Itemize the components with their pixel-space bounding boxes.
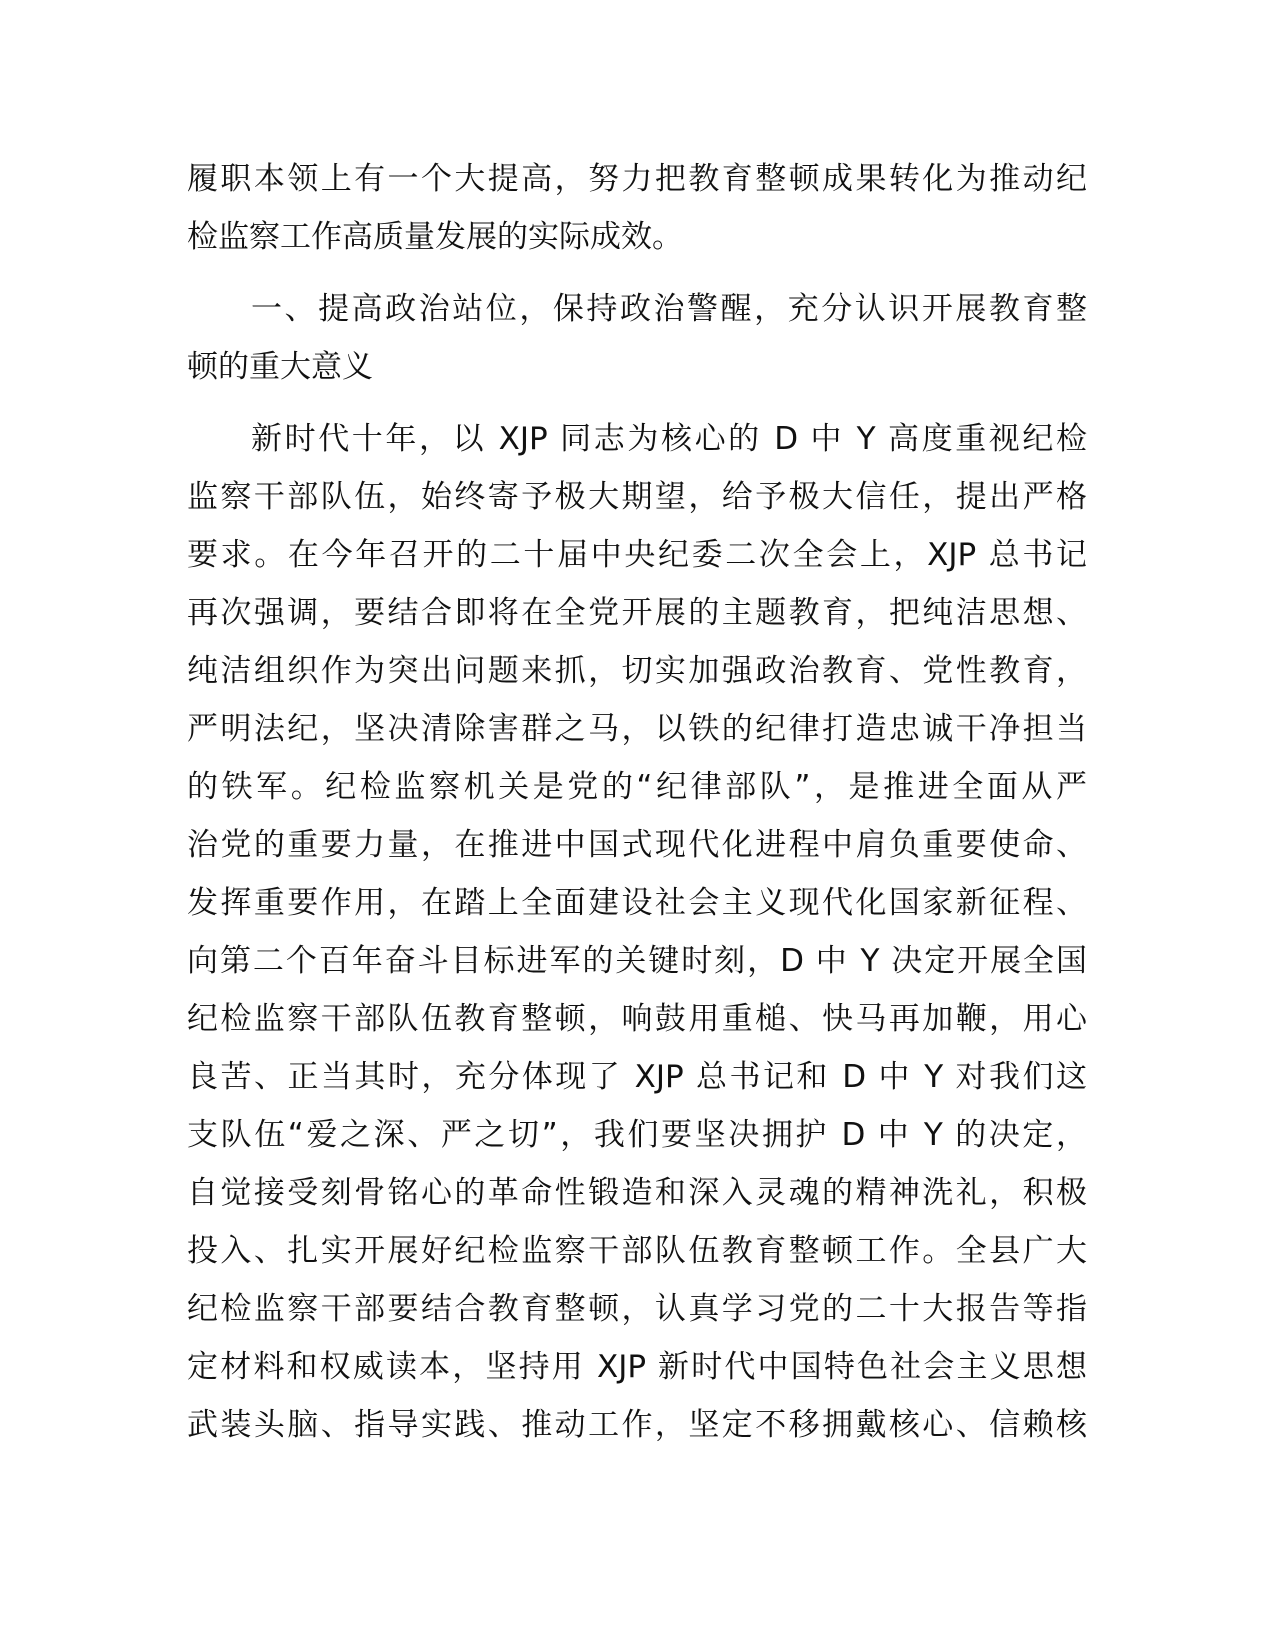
text-line: 向第二个百年奋斗目标进军的关键时刻，D 中 Y 决定开展全国 bbox=[187, 943, 1087, 979]
text-line: 纯洁组织作为突出问题来抓，切实加强政治教育、党性教育， bbox=[187, 653, 1087, 689]
text-line: 发挥重要作用，在踏上全面建设社会主义现代化国家新征程、 bbox=[187, 885, 1087, 921]
text-line: 良苦、正当其时，充分体现了 XJP 总书记和 D 中 Y 对我们这 bbox=[187, 1059, 1087, 1095]
text-line: 治党的重要力量，在推进中国式现代化进程中肩负重要使命、 bbox=[187, 827, 1087, 863]
text-line: 自觉接受刻骨铭心的革命性锻造和深入灵魂的精神洗礼，积极 bbox=[187, 1175, 1087, 1211]
paragraph-continuation bbox=[187, 150, 1087, 266]
heading-line: 顿的重大意义 bbox=[187, 349, 373, 385]
text-line: 履职本领上有一个大提高，努力把教育整顿成果转化为推动纪 bbox=[187, 161, 1087, 197]
text-line: 要求。在今年召开的二十届中央纪委二次全会上，XJP 总书记 bbox=[187, 537, 1087, 573]
text-line: 新时代十年，以 XJP 同志为核心的 D 中 Y 高度重视纪检 bbox=[251, 421, 1087, 457]
text-line: 再次强调，要结合即将在全党开展的主题教育，把纯洁思想、 bbox=[187, 595, 1087, 631]
text-line: 武装头脑、指导实践、推动工作，坚定不移拥戴核心、信赖核 bbox=[187, 1407, 1087, 1443]
text-line: 支队伍“爱之深、严之切”，我们要坚决拥护 D 中 Y 的决定， bbox=[187, 1117, 1087, 1153]
text-line: 检监察工作高质量发展的实际成效。 bbox=[187, 219, 683, 255]
body-paragraph bbox=[187, 410, 1087, 1454]
text-line: 纪检监察干部要结合教育整顿，认真学习党的二十大报告等指 bbox=[187, 1291, 1087, 1327]
document-page bbox=[187, 150, 1087, 1454]
text-line: 的铁军。纪检监察机关是党的“纪律部队”，是推进全面从严 bbox=[187, 769, 1087, 805]
section-heading bbox=[187, 280, 1087, 396]
text-line: 监察干部队伍，始终寄予极大期望，给予极大信任，提出严格 bbox=[187, 479, 1087, 515]
text-line: 定材料和权威读本，坚持用 XJP 新时代中国特色社会主义思想 bbox=[187, 1349, 1087, 1385]
text-line: 投入、扎实开展好纪检监察干部队伍教育整顿工作。全县广大 bbox=[187, 1233, 1087, 1269]
text-line: 严明法纪，坚决清除害群之马，以铁的纪律打造忠诚干净担当 bbox=[187, 711, 1087, 747]
heading-line: 一、提高政治站位，保持政治警醒，充分认识开展教育整 bbox=[251, 291, 1087, 327]
text-line: 纪检监察干部队伍教育整顿，响鼓用重槌、快马再加鞭，用心 bbox=[187, 1001, 1087, 1037]
